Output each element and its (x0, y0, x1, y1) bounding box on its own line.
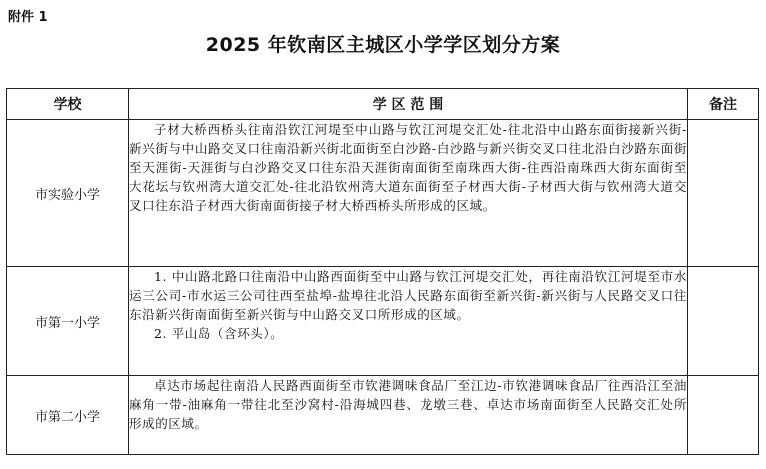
document-title: 2025 年钦南区主城区小学学区划分方案 (205, 34, 561, 56)
district-range (129, 267, 688, 376)
table-header-row (7, 89, 759, 120)
attachment-label: 附件 1 (8, 10, 48, 25)
note-cell (688, 120, 759, 267)
school-district-table (6, 88, 759, 455)
header-school: 学校 (7, 89, 129, 120)
district-range (129, 120, 688, 267)
school-name: 市第二小学 (7, 376, 129, 455)
range-paragraph: 1. 中山路北路口往南沿中山路西面街至中山路与钦江河堤交汇处，再往南沿钦江河堤至市水运三公司-市水运三公司往西至盐埠-盐埠往北沿人民路东面街至新兴街-新兴街与人民路交叉口往东沿新兴街南面街至新兴街与中山路交叉口所形成的区域。 (129, 269, 687, 322)
table-row (7, 267, 759, 376)
range-paragraph: 2. 平山岛（含环头）。 (154, 326, 284, 341)
note-cell (688, 267, 759, 376)
school-name: 市实验小学 (7, 120, 129, 267)
table-row (7, 376, 759, 455)
header-note: 备注 (688, 89, 759, 120)
table-row (7, 120, 759, 267)
range-paragraph: 子材大桥西桥头往南沿钦江河堤至中山路与钦江河堤交汇处-往北沿中山路东面街接新兴街-新兴街与中山路交叉口往南沿新兴街北面街至白沙路-白沙路与新兴街交叉口往北沿白沙路东面街至天涯街-天涯街与白沙路交叉口往东沿天涯街南面街至南珠西大街-往西沿南珠西大街东面街至大花坛与钦州湾大道交汇处-往北沿钦州湾大道东面街至子材西大街-子材西大街与钦州湾大道交叉口往东沿子材西大街南面街接子材大桥西桥头所形成的区域。 (129, 122, 687, 213)
district-range (129, 376, 688, 455)
school-name: 市第一小学 (7, 267, 129, 376)
note-cell (688, 376, 759, 455)
header-range: 学 区 范 围 (129, 89, 688, 120)
range-paragraph: 卓达市场起往南沿人民路西面街至市钦港调味食品厂至江边-市钦港调味食品厂往西沿江至油麻角一带-油麻角一带往北至沙窝村-沿海城四巷、龙墩三巷、卓达市场南面街至人民路交汇处所形成的区域。 (129, 378, 687, 431)
